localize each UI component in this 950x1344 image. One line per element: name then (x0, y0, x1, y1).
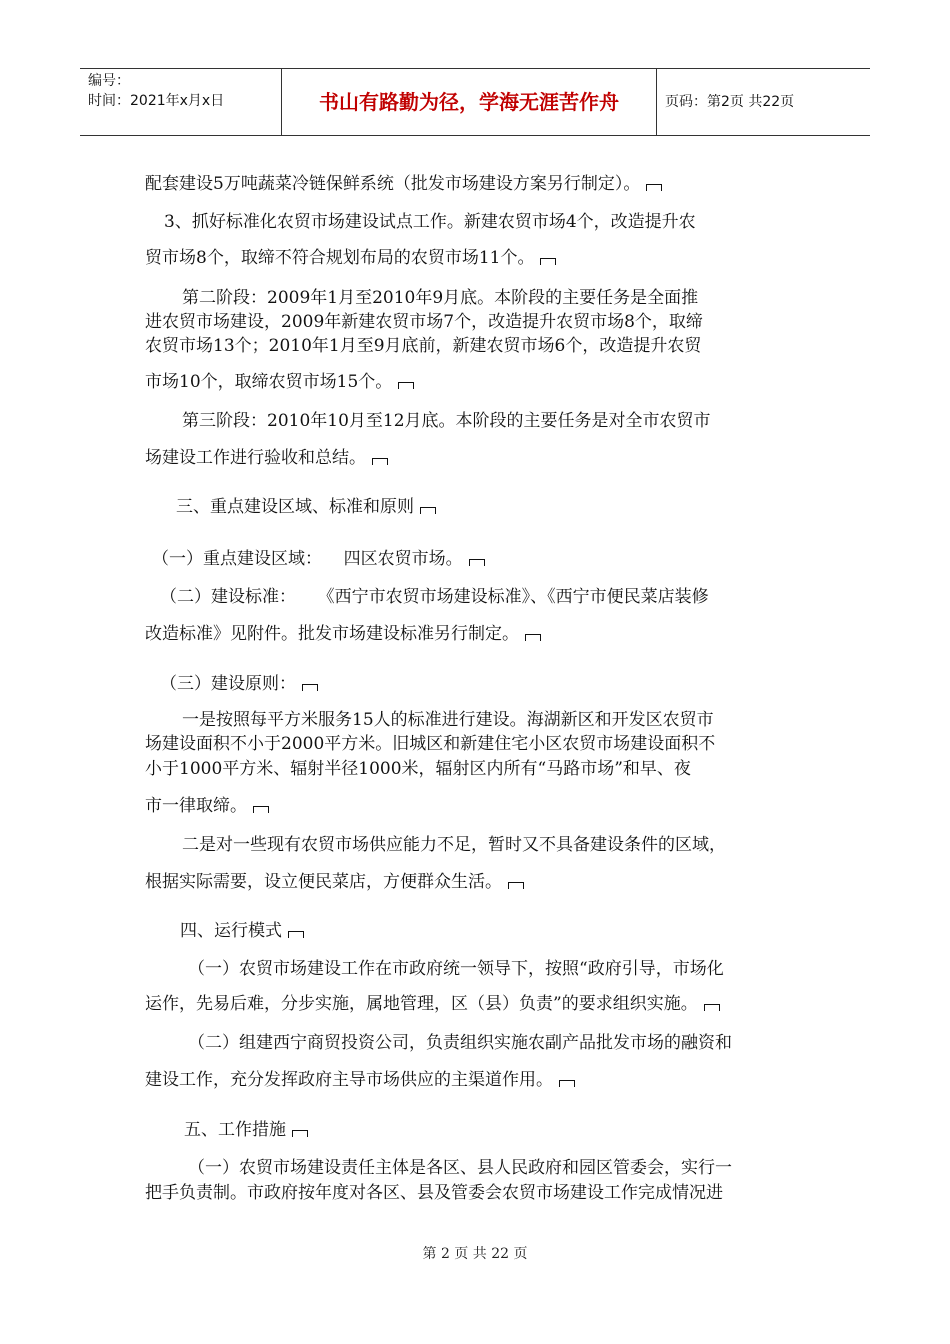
header-motto: 书山有路勤为径，学海无涯苦作舟 (319, 90, 619, 114)
text-line: （三）建设原则： (160, 670, 820, 698)
paragraph-mark-icon (508, 882, 524, 889)
paragraph-mark-icon (398, 382, 414, 389)
text-line: 场建设工作进行验收和总结。 (145, 444, 805, 472)
document-header (80, 68, 870, 136)
text-line: 小于1000平方米、辐射半径1000米，辐射区内所有“马路市场”和早、夜 (145, 759, 691, 779)
paragraph-mark-icon (704, 1004, 720, 1011)
paragraph-mark-icon (540, 258, 556, 265)
paragraph-mark-icon (288, 931, 304, 938)
text-line: 3、抓好标准化农贸市场建设试点工作。新建农贸市场4个，改造提升农 (164, 212, 696, 232)
text-line: 市场10个，取缔农贸市场15个。 (145, 368, 805, 396)
text-line: （一）农贸市场建设工作在市政府统一领导下，按照“政府引导，市场化 (188, 959, 724, 979)
section-heading: 四、运行模式 (180, 917, 840, 945)
section-heading: 五、工作措施 (184, 1116, 844, 1144)
paragraph-mark-icon (420, 507, 436, 514)
text-line: 第三阶段：2010年10月至12月底。本阶段的主要任务是对全市农贸市 (182, 411, 711, 431)
text-line: 二是对一些现有农贸市场供应能力不足，暂时又不具备建设条件的区域， (182, 835, 726, 855)
paragraph-mark-icon (372, 458, 388, 465)
page-footer: 第 2 页 共 22 页 (422, 1246, 528, 1262)
text-line: 农贸市场13个；2010年1月至9月底前，新建农贸市场6个，改造提升农贸 (145, 336, 702, 356)
text-line: 进农贸市场建设，2009年新建农贸市场7个，改造提升农贸市场8个，取缔 (145, 312, 703, 332)
paragraph-mark-icon (646, 184, 662, 191)
text-line: 建设工作，充分发挥政府主导市场供应的主渠道作用。 (145, 1066, 805, 1094)
text-line: 配套建设5万吨蔬菜冷链保鲜系统（批发市场建设方案另行制定）。 (145, 170, 805, 198)
header-page-label: 页码：第2页 共22页 (665, 94, 795, 110)
text-line: 把手负责制。市政府按年度对各区、县及管委会农贸市场建设工作完成情况进 (145, 1183, 723, 1203)
paragraph-mark-icon (292, 1130, 308, 1137)
text-line: 场建设面积不小于2000平方米。旧城区和新建住宅小区农贸市场建设面积不 (145, 734, 716, 754)
paragraph-mark-icon (469, 559, 485, 566)
paragraph-mark-icon (559, 1080, 575, 1087)
text-line: 改造标准》见附件。批发市场建设标准另行制定。 (145, 620, 805, 648)
number-label: 编号： (88, 73, 130, 89)
text-line: 第二阶段：2009年1月至2010年9月底。本阶段的主要任务是全面推 (182, 288, 699, 308)
text-line: （二）建设标准： 《西宁市农贸市场建设标准》、《西宁市便民菜店装修 (160, 587, 709, 607)
paragraph-mark-icon (253, 806, 269, 813)
text-line: 根据实际需要，设立便民菜店，方便群众生活。 (145, 868, 805, 896)
text-line: 运作，先易后难，分步实施，属地管理，区（县）负责”的要求组织实施。 (145, 990, 805, 1018)
paragraph-mark-icon (302, 684, 318, 691)
text-line: （二）组建西宁商贸投资公司，负责组织实施农副产品批发市场的融资和 (188, 1033, 732, 1053)
text-line: 一是按照每平方米服务15人的标准进行建设。海湖新区和开发区农贸市 (182, 710, 714, 730)
text-line: 贸市场8个，取缔不符合规划布局的农贸市场11个。 (145, 244, 805, 272)
text-line: （一）重点建设区域： 四区农贸市场。 (152, 545, 812, 573)
section-heading: 三、重点建设区域、标准和原则 (176, 493, 836, 521)
time-label: 时间：2021年x月x日 (88, 93, 225, 109)
text-line: 市一律取缔。 (145, 792, 805, 820)
header-meta (80, 69, 281, 135)
text-line: （一）农贸市场建设责任主体是各区、县人民政府和园区管委会，实行一 (188, 1158, 732, 1178)
paragraph-mark-icon (525, 634, 541, 641)
